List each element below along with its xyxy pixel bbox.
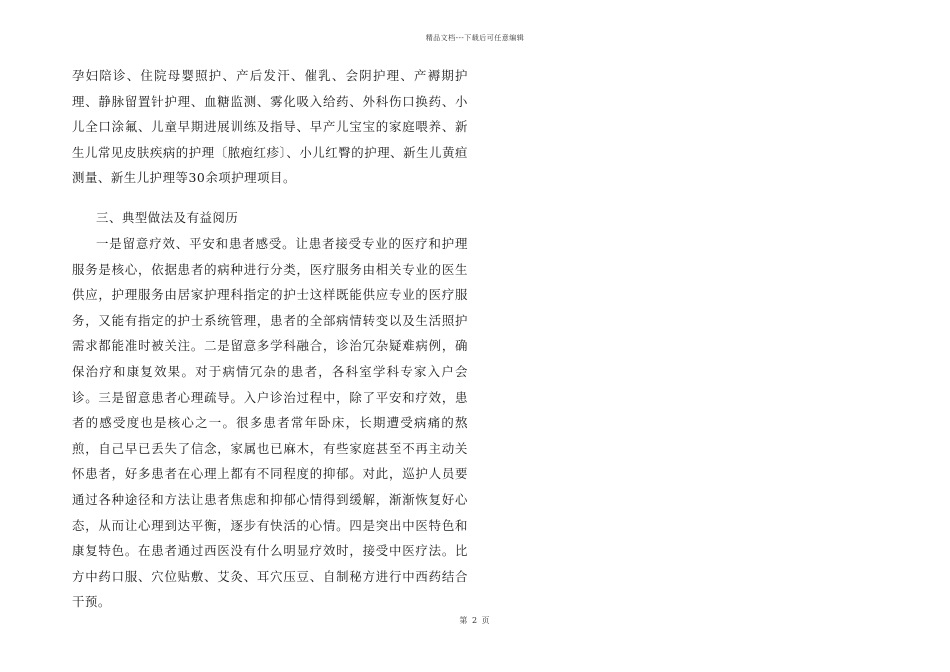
document-body (72, 63, 468, 615)
section-heading: 三、典型做法及有益阅历 (96, 209, 239, 225)
page-number: 第 2 页 (459, 616, 491, 625)
services-paragraph: 孕妇陪诊、住院母婴照护、产后发汗、催乳、会阴护理、产褥期护理、静脉留置针护理、血糖监测、雾化吸入给药、外科伤口换药、小儿全口涂氟、儿童早期进展训练及指导、早产儿宝宝的家庭喂养、新生儿常见皮肤疾病的护理〔脓疱红疹〕、小儿红臀的护理、新生儿黄疸测量、新生儿护理等30余项护理项目。 (72, 68, 468, 186)
page-header: 精品文档---下载后可任意编辑 (425, 34, 525, 42)
practice-paragraph: 一是留意疗效、平安和患者感受。让患者接受专业的医疗和护理服务是核心，依据患者的病种进行分类，医疗服务由相关专业的医生供应，护理服务由居家护理科指定的护士这样既能供应专业的医疗服务，又能有指定的护士系统管理，患者的全部病情转变以及生活照护需求都能准时被关注。二是留意多学科融合，诊治冗杂疑难病例，确保治疗和康复效果。对于病情冗杂的患者，各科室学科专家入户会诊。三是留意患者心理疏导。入户诊治过程中，除了平安和疗效，患者的感受度也是核心之一。很多患者常年卧床，长期遭受病痛的熬煎，自己早已丢失了信念，家属也已麻木，有些家庭甚至不再主动关怀患者，好多患者在心理上都有不同程度的抑郁。对此，巡护人员要通过各种途径和方法让患者焦虑和抑郁心情得到缓解，渐渐恢复好心态，从而让心理到达平衡，逐步有快活的心情。四是突出中医特色和康复特色。在患者通过西医没有什么明显疗效时，接受中医疗法。比方中药口服、穴位贴敷、艾灸、耳穴压豆、自制秘方进行中西药结合干预。 (72, 235, 468, 610)
